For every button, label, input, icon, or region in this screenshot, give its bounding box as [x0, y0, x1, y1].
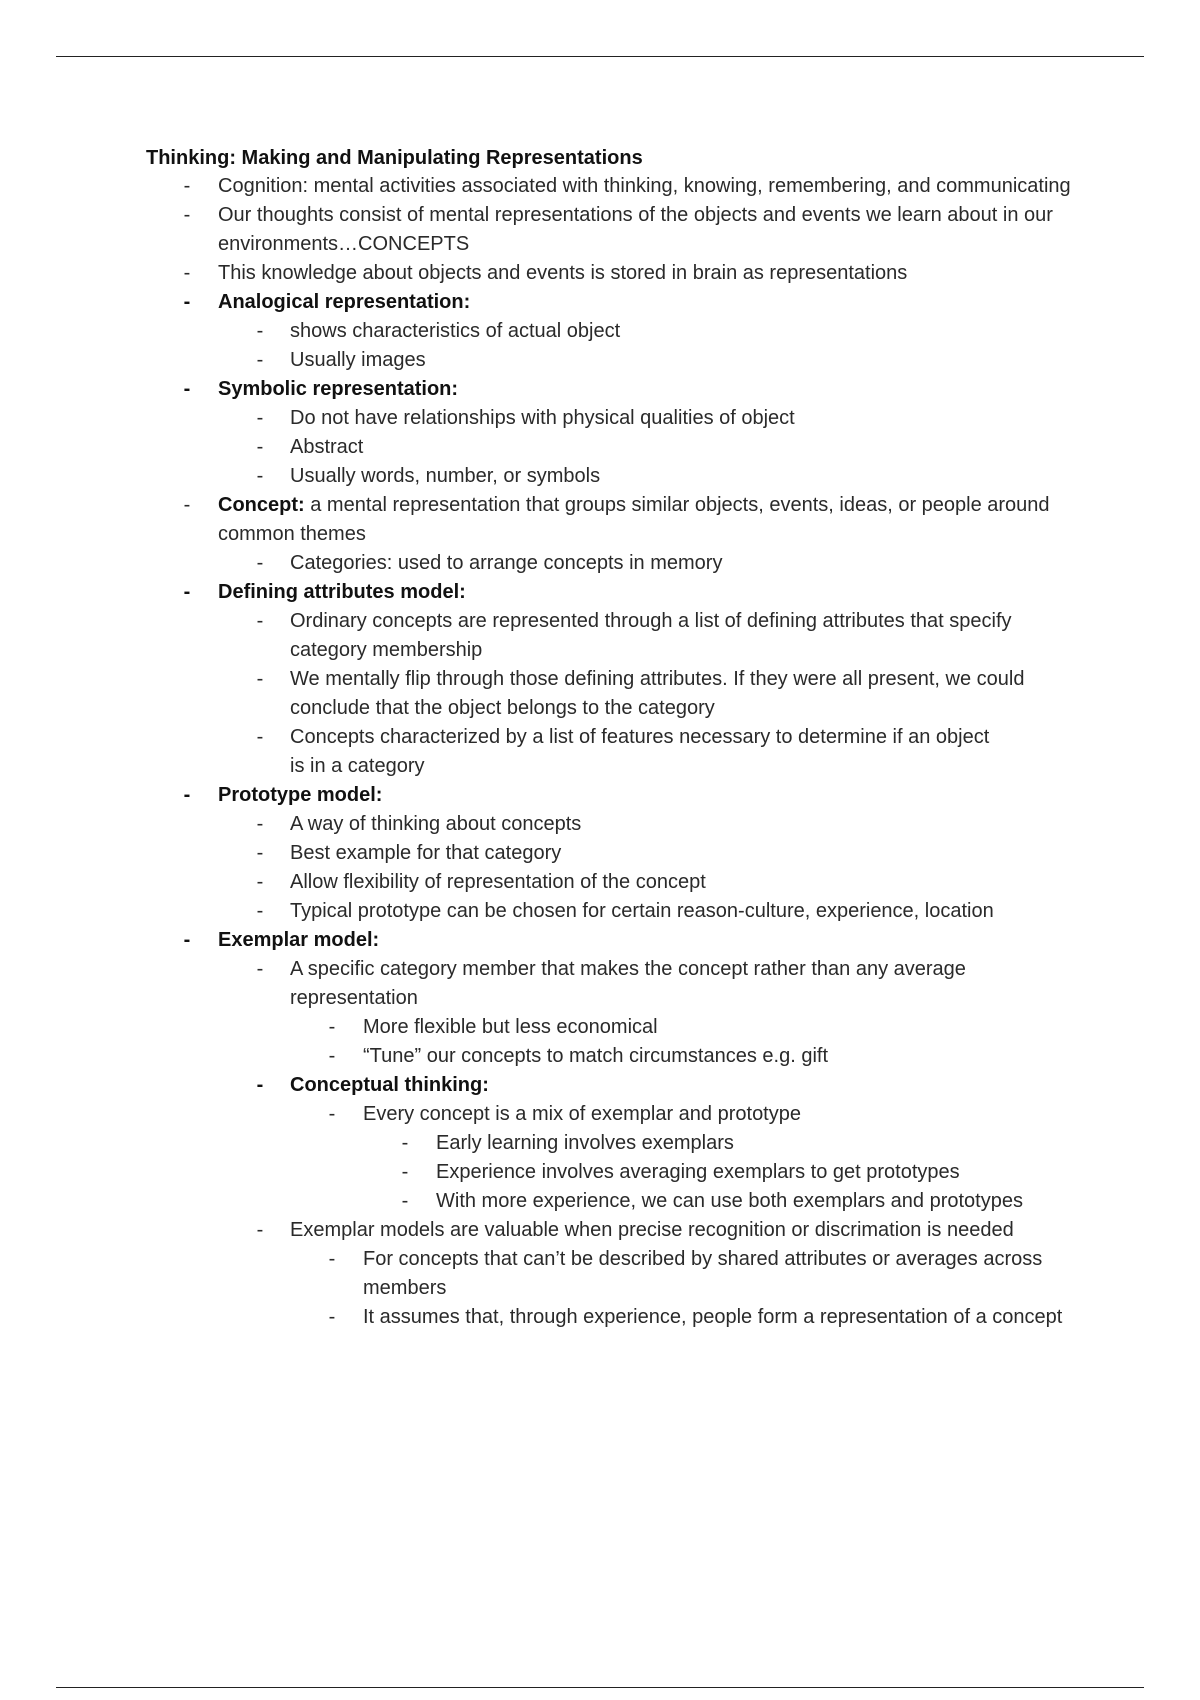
- outline-item-text: Cognition: mental activities associated with thinking, knowing, remembering, and communicating: [218, 175, 1071, 197]
- outline-item-text: More flexible but less economical: [363, 1016, 658, 1038]
- bullet-dash: -: [183, 291, 191, 313]
- outline-item: [0, 433, 1200, 462]
- outline-item-text: Do not have relationships with physical qualities of object: [290, 407, 795, 429]
- bullet-dash: -: [183, 784, 191, 806]
- outline-item-text: [218, 491, 1098, 549]
- outline-item: [0, 781, 1200, 810]
- outline-item-text: shows characteristics of actual object: [290, 320, 621, 342]
- bullet-dash: -: [256, 610, 264, 632]
- outline-item-text: Usually words, number, or symbols: [290, 465, 601, 487]
- outline-item: [0, 288, 1200, 317]
- outline-item: [0, 578, 1200, 607]
- bullet-dash: -: [256, 958, 264, 980]
- bullet-dash: -: [401, 1161, 409, 1183]
- term-definition: a mental representation that groups similar objects, events, ideas, or people around common themes: [218, 494, 1050, 545]
- bullet-dash: -: [256, 349, 264, 371]
- outline-item: [0, 549, 1200, 578]
- outline-item-text: Conceptual thinking:: [290, 1074, 489, 1096]
- outline-item: [0, 317, 1200, 346]
- outline-item: [0, 1071, 1200, 1100]
- outline-item: [0, 665, 1200, 723]
- bullet-dash: -: [256, 320, 264, 342]
- outline-item: [0, 897, 1200, 926]
- bullet-dash: -: [256, 871, 264, 893]
- bullet-dash: -: [256, 407, 264, 429]
- outline-item: [0, 1187, 1200, 1216]
- outline-item-text: Best example for that category: [290, 842, 562, 864]
- outline-item-text: A way of thinking about concepts: [290, 813, 582, 835]
- bottom-rule: [56, 1687, 1144, 1688]
- bullet-dash: -: [328, 1306, 336, 1328]
- outline-item: [0, 1245, 1200, 1303]
- outline-item-text: Prototype model:: [218, 784, 383, 806]
- outline-item-text: For concepts that can’t be described by shared attributes or averages across members: [363, 1248, 1043, 1299]
- bullet-dash: -: [183, 175, 191, 197]
- bullet-dash: -: [256, 552, 264, 574]
- bullet-dash: -: [401, 1190, 409, 1212]
- outline-item-text: Exemplar models are valuable when precise recognition or discrimation is needed: [290, 1219, 1014, 1241]
- bullet-dash: -: [256, 900, 264, 922]
- outline-item-text: Our thoughts consist of mental representations of the objects and events we learn about in our environments…CONCEPTS: [218, 204, 1053, 255]
- outline-item: [0, 1042, 1200, 1071]
- outline-item: [0, 375, 1200, 404]
- outline-item-text: Usually images: [290, 349, 426, 371]
- outline-item-text: We mentally flip through those defining attributes. If they were all present, we could conclude that the object belongs to the category: [290, 668, 1025, 719]
- bullet-dash: -: [183, 581, 191, 603]
- outline-item-text: Analogical representation:: [218, 291, 471, 313]
- bullet-dash: -: [256, 1074, 264, 1096]
- bullet-dash: -: [328, 1045, 336, 1067]
- bullet-dash: -: [256, 436, 264, 458]
- outline-item-text: Concepts characterized by a list of features necessary to determine if an object is in a category: [290, 726, 990, 777]
- outline-list: [0, 172, 1200, 1332]
- outline-item: [0, 404, 1200, 433]
- outline-item-text: Experience involves averaging exemplars to get prototypes: [436, 1161, 960, 1183]
- outline-item: [0, 1100, 1200, 1129]
- outline-item-text: Symbolic representation:: [218, 378, 459, 400]
- outline-item-text: Typical prototype can be chosen for certain reason-culture, experience, location: [290, 900, 994, 922]
- outline-item-text: Exemplar model:: [218, 929, 380, 951]
- top-rule: [56, 56, 1144, 57]
- outline-item-text: “Tune” our concepts to match circumstances e.g. gift: [363, 1045, 829, 1067]
- bullet-dash: -: [256, 842, 264, 864]
- outline-item-text: Defining attributes model:: [218, 581, 466, 603]
- outline-item: [0, 607, 1200, 665]
- bullet-dash: -: [256, 465, 264, 487]
- outline-item: [0, 723, 1200, 781]
- outline-item: [0, 810, 1200, 839]
- bullet-dash: -: [183, 929, 191, 951]
- outline-item: [0, 868, 1200, 897]
- bullet-dash: -: [183, 262, 191, 284]
- outline-item-text: Every concept is a mix of exemplar and prototype: [363, 1103, 801, 1125]
- outline-item: [0, 955, 1200, 1013]
- outline-item: [0, 1129, 1200, 1158]
- outline-item-text: This knowledge about objects and events is stored in brain as representations: [218, 262, 908, 284]
- bullet-dash: -: [328, 1016, 336, 1038]
- outline-item-text: Ordinary concepts are represented through a list of defining attributes that specify category membership: [290, 610, 1012, 661]
- outline-item: [0, 1303, 1200, 1332]
- bullet-dash: -: [256, 1219, 264, 1241]
- page-title: Thinking: Making and Manipulating Representations: [146, 147, 643, 169]
- outline-item: [0, 1013, 1200, 1042]
- outline-item: [0, 346, 1200, 375]
- outline-item: [0, 839, 1200, 868]
- bullet-dash: -: [328, 1248, 336, 1270]
- bullet-dash: -: [328, 1103, 336, 1125]
- outline-item-text: Allow flexibility of representation of the concept: [290, 871, 706, 893]
- term-label: Concept:: [218, 494, 305, 516]
- bullet-dash: -: [256, 813, 264, 835]
- bullet-dash: -: [256, 726, 264, 748]
- outline-item: [0, 462, 1200, 491]
- outline-item-text: Abstract: [290, 436, 364, 458]
- outline-item: [0, 172, 1200, 201]
- outline-item: [0, 1158, 1200, 1187]
- bullet-dash: -: [183, 494, 191, 516]
- bullet-dash: -: [256, 668, 264, 690]
- outline-item-text: Early learning involves exemplars: [436, 1132, 734, 1154]
- outline-item-text: A specific category member that makes the concept rather than any average representation: [290, 958, 966, 1009]
- bullet-dash: -: [183, 378, 191, 400]
- outline-item: [0, 491, 1200, 549]
- outline-item: [0, 926, 1200, 955]
- outline-item-text: With more experience, we can use both exemplars and prototypes: [436, 1190, 1023, 1212]
- outline-item: [0, 259, 1200, 288]
- outline-item: [0, 1216, 1200, 1245]
- bullet-dash: -: [401, 1132, 409, 1154]
- outline-item: [0, 201, 1200, 259]
- outline-item-text: It assumes that, through experience, people form a representation of a concept: [363, 1306, 1063, 1328]
- bullet-dash: -: [183, 204, 191, 226]
- outline-item-text: Categories: used to arrange concepts in memory: [290, 552, 723, 574]
